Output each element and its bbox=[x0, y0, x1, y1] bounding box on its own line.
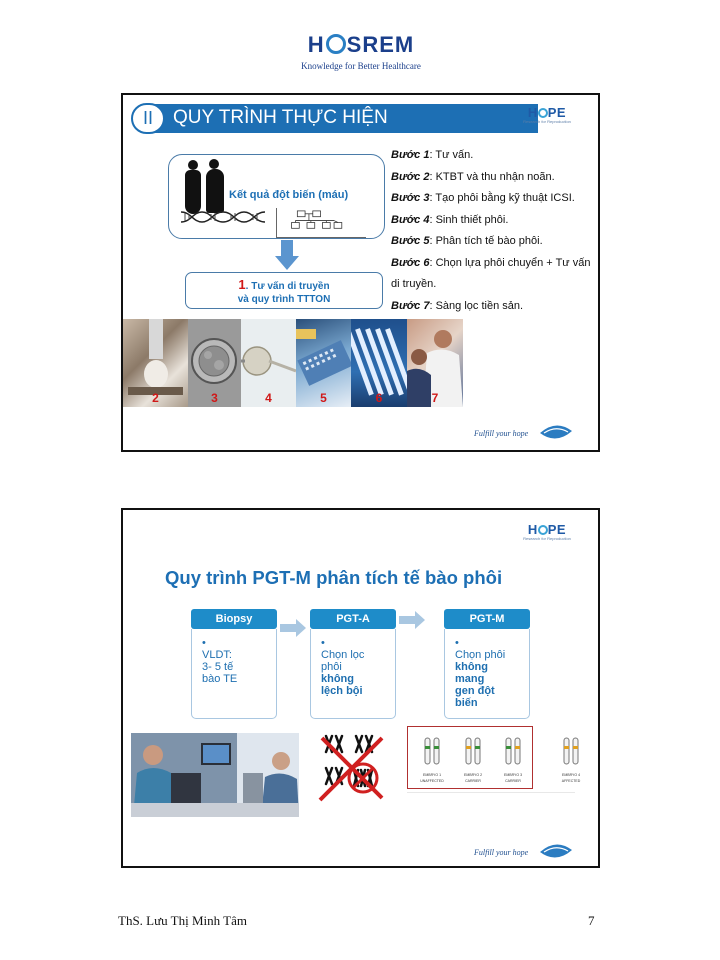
photo-number: 3 bbox=[211, 391, 218, 405]
photo-icsi-embryo bbox=[188, 319, 241, 407]
card-body bbox=[444, 629, 530, 719]
step-text: : KTBT và thu nhận noãn. bbox=[429, 170, 555, 183]
step-text: : Tạo phôi bằng kỹ thuật ICSI. bbox=[429, 192, 575, 204]
embryo-name: EMBRYO 3 bbox=[503, 773, 523, 777]
photo-number: 5 bbox=[320, 391, 327, 405]
procedure-photo-strip bbox=[123, 319, 463, 407]
slide-process bbox=[121, 93, 600, 452]
photo-cell-analysis bbox=[296, 319, 351, 407]
step-label: Bước 6 bbox=[391, 256, 430, 269]
photo-number: 6 bbox=[375, 391, 383, 405]
dna-helix-icon bbox=[181, 210, 265, 224]
slide-title: Quy trình PGT-M phân tích tế bào phôi bbox=[165, 567, 503, 588]
hope-logo bbox=[522, 522, 572, 541]
down-arrow-icon bbox=[275, 240, 299, 270]
bullet: • bbox=[321, 637, 325, 649]
photo-number: 4 bbox=[265, 391, 272, 405]
step-text: : Sàng lọc tiền sản. bbox=[429, 299, 524, 312]
page-number: 7 bbox=[588, 913, 595, 928]
right-arrow-icon bbox=[280, 619, 306, 637]
card-pgt-a bbox=[310, 609, 396, 719]
step-text: : Sinh thiết phôi. bbox=[429, 213, 509, 226]
step-item bbox=[391, 210, 599, 232]
hope-globe-icon bbox=[538, 108, 548, 118]
card-line: Chọn phôi bbox=[455, 649, 506, 661]
card-bold-line: gen đột bbox=[455, 685, 495, 697]
hope-prefix: H bbox=[527, 105, 538, 120]
hosrem-logo bbox=[296, 32, 426, 71]
card-body bbox=[191, 629, 277, 719]
woman-head-icon bbox=[188, 160, 198, 170]
aneuploid-chromosomes-icon bbox=[318, 732, 386, 802]
counsel-line2: và quy trình TTTON bbox=[237, 294, 331, 305]
step-item bbox=[391, 231, 599, 253]
section-title-bar bbox=[131, 103, 531, 134]
mutation-result-label: Kết quả đột biến (máu) bbox=[229, 189, 349, 201]
step-item bbox=[391, 167, 599, 189]
card-text bbox=[321, 649, 381, 697]
step-item bbox=[391, 145, 599, 167]
hope-wordmark bbox=[522, 105, 572, 120]
step-label: Bước 1 bbox=[391, 149, 430, 161]
fulfill-text: Fulfill your hope bbox=[474, 848, 529, 857]
photo-number: 2 bbox=[152, 391, 159, 405]
card-line: 3- 5 tế bbox=[202, 661, 234, 673]
step-text: : Chọn lựa phôi chuyển + Tư vấn di truyền. bbox=[391, 256, 591, 290]
step-label: Bước 7 bbox=[391, 299, 430, 312]
card-biopsy bbox=[191, 609, 277, 719]
card-pgt-m bbox=[444, 609, 530, 719]
logo-suffix: SREM bbox=[346, 32, 415, 57]
counsel-line1: . Tư vấn di truyền bbox=[245, 281, 330, 292]
embryo-name: EMBRYO 4 bbox=[561, 773, 581, 777]
card-heading: PGT-A bbox=[310, 609, 396, 629]
card-heading: Biopsy bbox=[191, 609, 277, 629]
step-text: : Tư vấn. bbox=[429, 149, 474, 161]
embryo-1 bbox=[413, 736, 451, 783]
right-arrow-icon bbox=[399, 611, 425, 629]
card-bold-line: không bbox=[321, 673, 354, 685]
photo-prenatal-screening bbox=[407, 319, 463, 407]
hope-suffix: PE bbox=[547, 522, 567, 537]
card-heading: PGT-M bbox=[444, 609, 530, 629]
steps-list bbox=[391, 145, 599, 317]
chromosome-pair-icon bbox=[494, 736, 532, 766]
woman-silhouette-icon bbox=[185, 170, 201, 214]
embryo-name: EMBRYO 2 bbox=[463, 773, 483, 777]
counsel-number: 1 bbox=[238, 277, 246, 292]
step-label: Bước 3 bbox=[391, 192, 430, 204]
photo-ovum-pickup bbox=[123, 319, 188, 407]
embryo-status: AFFECTED bbox=[561, 779, 581, 783]
hope-prefix: H bbox=[527, 522, 538, 537]
embryo-2 bbox=[454, 736, 492, 783]
logo-prefix: H bbox=[307, 32, 325, 57]
card-body bbox=[310, 629, 396, 719]
card-bold-line: mang bbox=[455, 673, 485, 685]
embryo-status: UNAFFECTED bbox=[420, 779, 444, 783]
hope-globe-icon bbox=[538, 525, 548, 535]
chromosome-pair-icon bbox=[413, 736, 451, 766]
man-head-icon bbox=[209, 159, 219, 169]
hope-subtitle: Research for Reproduction bbox=[523, 536, 571, 541]
card-bold-line: không bbox=[455, 661, 488, 673]
hosrem-wordmark bbox=[296, 32, 426, 58]
embryo-3 bbox=[494, 736, 532, 783]
section-title: QUY TRÌNH THỰC HIỆN bbox=[173, 107, 388, 128]
photo-embryo-selection bbox=[351, 319, 407, 407]
embryo-4 bbox=[552, 736, 590, 783]
bullet: • bbox=[202, 637, 206, 649]
fulfill-your-hope-logo bbox=[474, 423, 574, 441]
leaf-icon bbox=[538, 423, 574, 441]
embryo-status: CARRIER bbox=[465, 779, 481, 783]
card-line: bào TE bbox=[202, 673, 238, 685]
section-number: II bbox=[131, 103, 165, 134]
chromosome-pair-icon bbox=[552, 736, 590, 766]
chromosome-pair-icon bbox=[454, 736, 492, 766]
pedigree-chart-icon bbox=[276, 208, 366, 238]
hope-logo bbox=[522, 105, 572, 124]
lab-photo bbox=[131, 733, 299, 817]
card-bold-line: lệch bội bbox=[321, 685, 363, 697]
step-label: Bước 5 bbox=[391, 235, 430, 247]
step-item bbox=[391, 296, 599, 318]
hosrem-tagline: Knowledge for Better Healthcare bbox=[301, 61, 421, 71]
card-line: VLDT: bbox=[202, 649, 232, 661]
bullet: • bbox=[455, 637, 459, 649]
mutation-result-box bbox=[168, 154, 385, 239]
step-item bbox=[391, 188, 599, 210]
step-text: : Phân tích tế bào phôi. bbox=[429, 235, 543, 247]
card-line: Chọn lọc bbox=[321, 649, 365, 661]
genetic-counseling-box bbox=[185, 272, 383, 309]
card-line: phôi bbox=[321, 661, 342, 673]
man-silhouette-icon bbox=[206, 169, 224, 213]
hope-wordmark bbox=[522, 522, 572, 537]
step-label: Bước 2 bbox=[391, 170, 430, 183]
card-bold-line: biến bbox=[455, 697, 478, 709]
fulfill-your-hope-logo bbox=[474, 842, 574, 860]
leaf-icon bbox=[538, 842, 574, 860]
card-text bbox=[455, 649, 515, 709]
photo-embryo-biopsy bbox=[241, 319, 296, 407]
slide-pgt-m bbox=[121, 508, 600, 868]
divider bbox=[407, 792, 575, 793]
photo-number: 7 bbox=[431, 391, 439, 405]
embryo-name: EMBRYO 1 bbox=[422, 773, 442, 777]
card-text bbox=[202, 649, 262, 685]
step-label: Bước 4 bbox=[391, 213, 430, 226]
globe-icon bbox=[326, 34, 346, 54]
embryo-status: CARRIER bbox=[505, 779, 521, 783]
step-item bbox=[391, 253, 599, 296]
fulfill-text: Fulfill your hope bbox=[474, 429, 529, 438]
footer-author: ThS. Lưu Thị Minh Tâm bbox=[118, 913, 247, 928]
hope-subtitle: Research for Reproduction bbox=[523, 119, 571, 124]
hope-suffix: PE bbox=[547, 105, 567, 120]
